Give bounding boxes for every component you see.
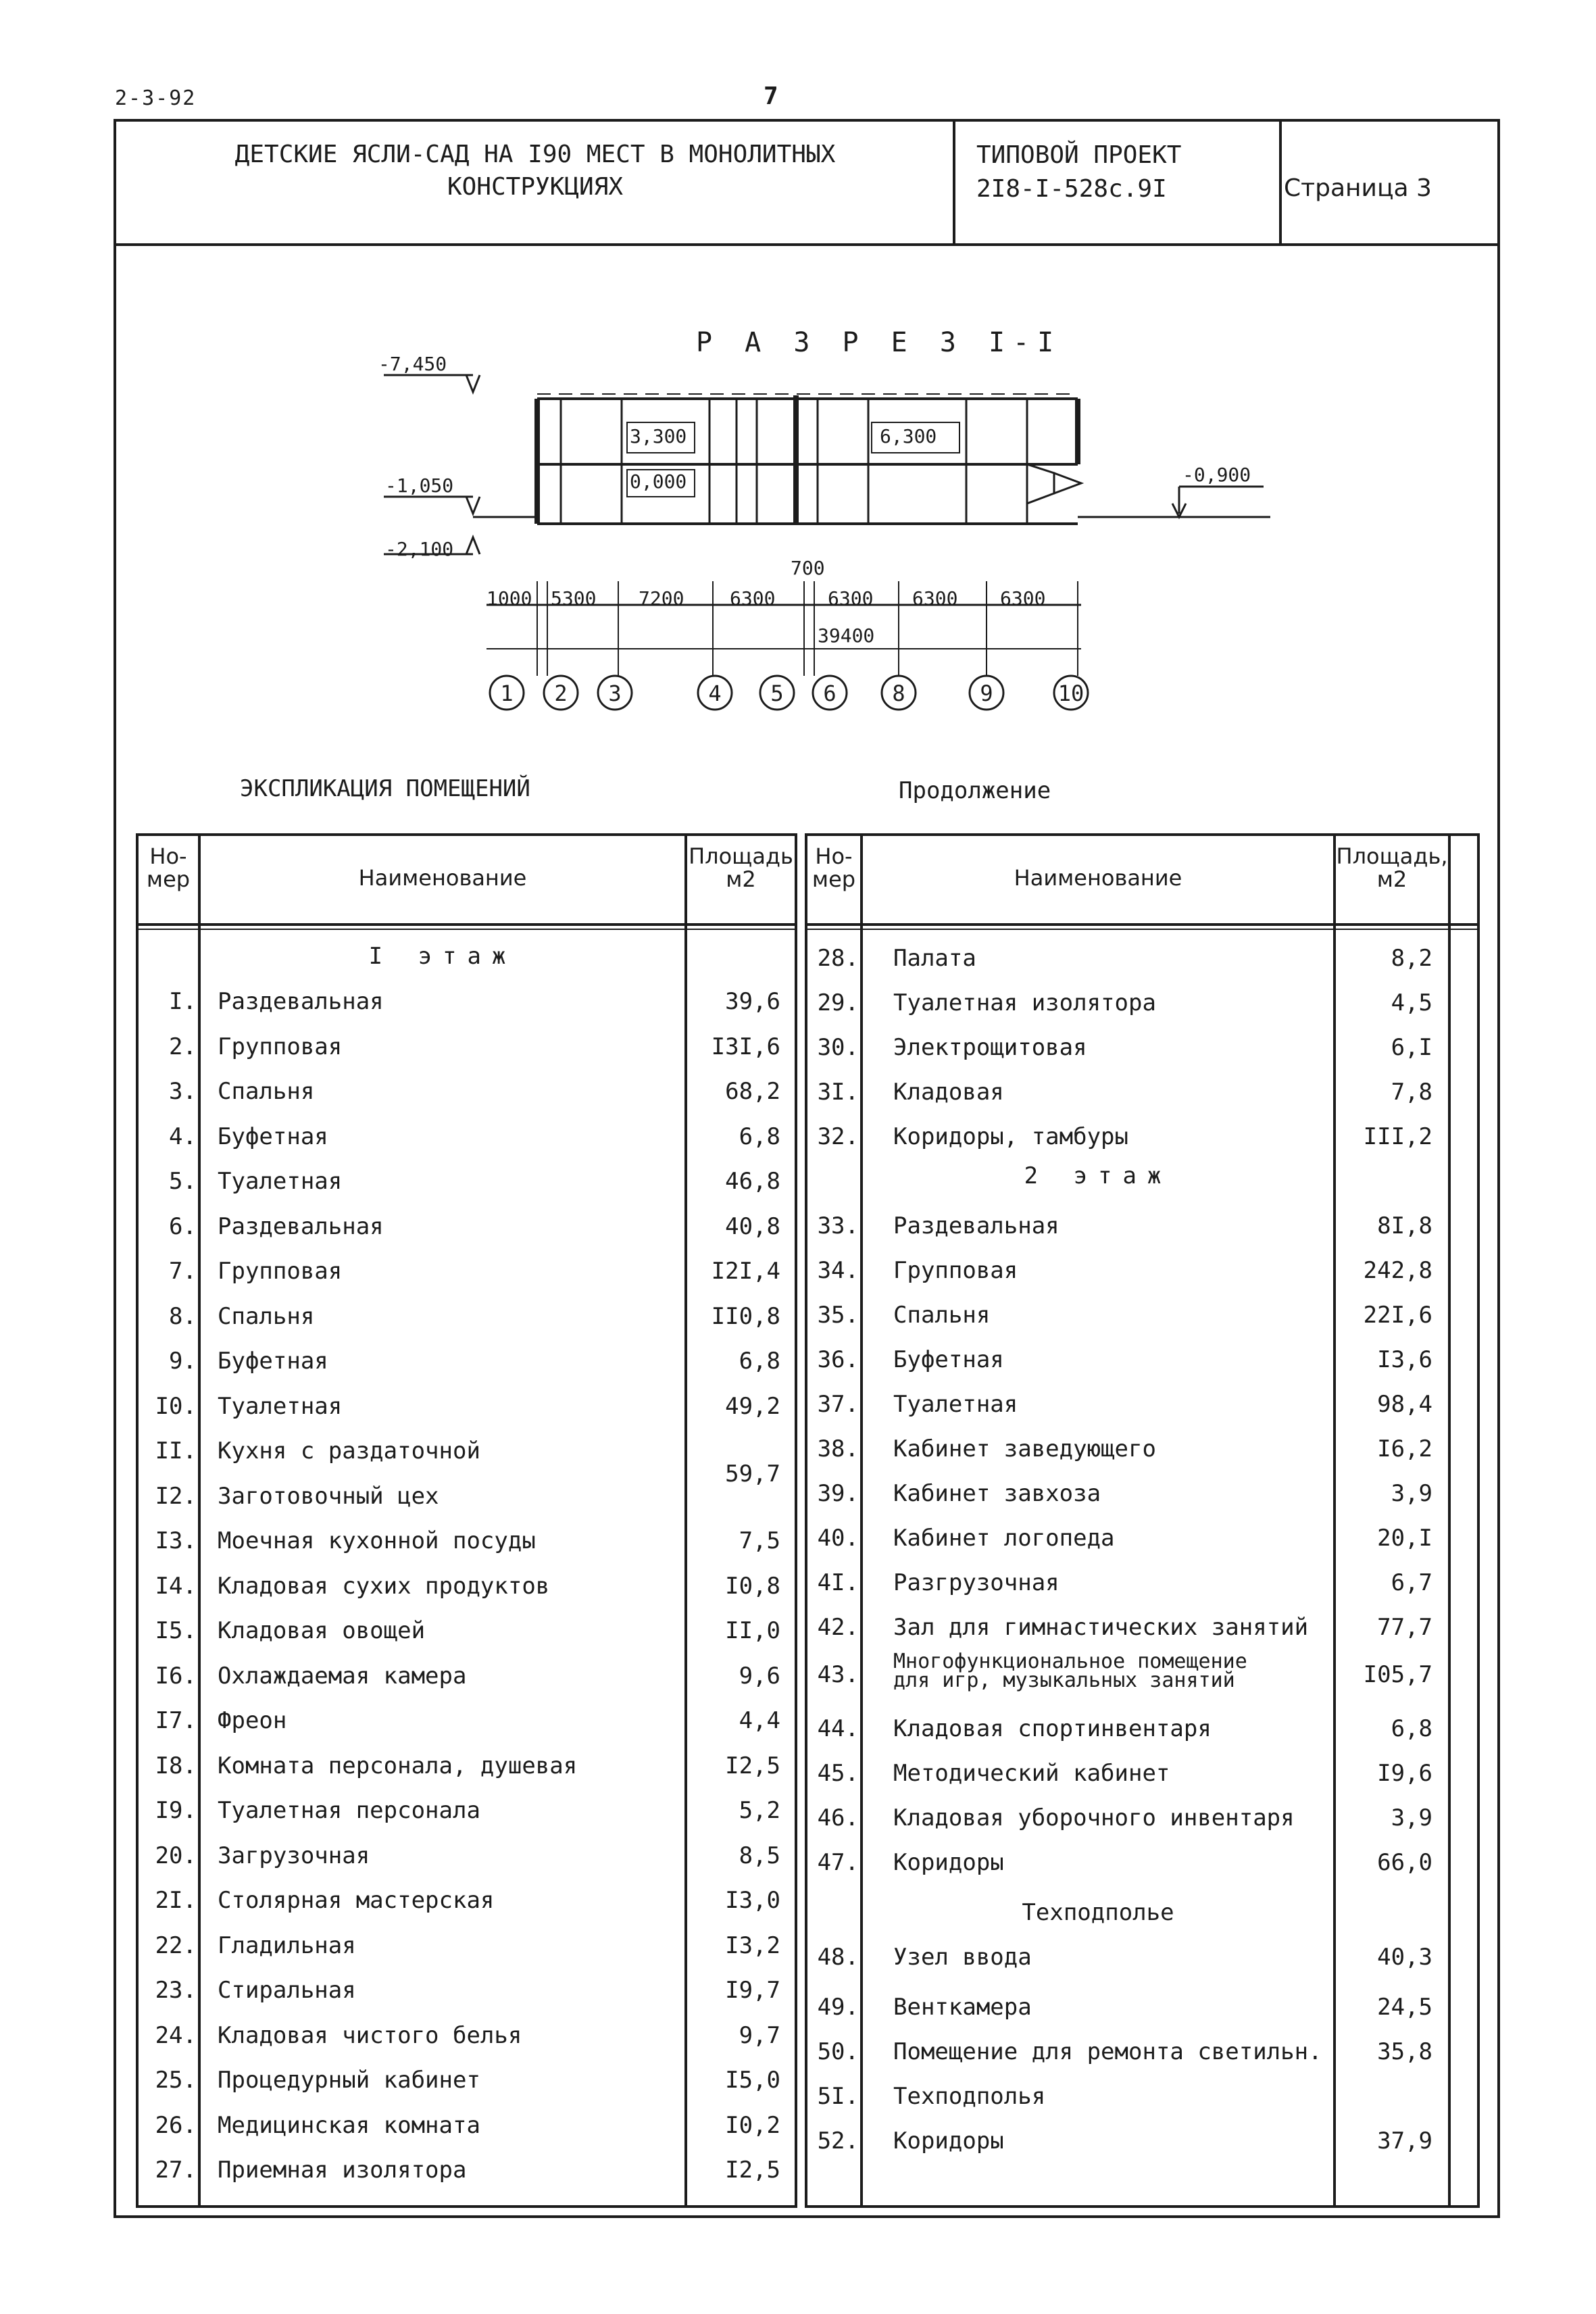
axis-label: 10 bbox=[1057, 681, 1084, 706]
elevation-2100: -2,100 bbox=[385, 538, 454, 560]
room-name: Коридоры, тамбуры bbox=[893, 1123, 1128, 1150]
dim-6300-d: 6300 bbox=[1000, 587, 1046, 610]
room-name: для игр, музыкальных занятий bbox=[893, 1669, 1235, 1692]
project-block: ТИПОВОЙ ПРОЕКТ 2I8-I-528с.9I bbox=[976, 141, 1182, 203]
row-number: 43. bbox=[817, 1661, 859, 1688]
room-name: Многофункциональное помещение bbox=[893, 1650, 1247, 1673]
row-number: 38. bbox=[817, 1435, 859, 1462]
room-area: I9,6 bbox=[1377, 1760, 1432, 1787]
room-area: 9,6 bbox=[739, 1662, 780, 1690]
row-number: 39. bbox=[817, 1480, 859, 1507]
room-area: 6,I bbox=[1391, 1034, 1432, 1061]
room-name: Туалетная персонала bbox=[218, 1797, 480, 1824]
room-area: III,2 bbox=[1363, 1123, 1432, 1150]
room-name: Гладильная bbox=[218, 1931, 356, 1959]
room-area: 6,8 bbox=[739, 1123, 780, 1150]
room-area: I3,6 bbox=[1377, 1346, 1432, 1373]
row-number: 2I. bbox=[155, 1887, 197, 1914]
document-code: 2-3-92 bbox=[115, 87, 197, 110]
row-number: 37. bbox=[817, 1391, 859, 1418]
room-area: 4,5 bbox=[1391, 989, 1432, 1016]
room-area: 242,8 bbox=[1363, 1257, 1432, 1284]
room-area: I2,5 bbox=[725, 2157, 780, 2184]
elevation-0000: 0,000 bbox=[630, 470, 687, 493]
row-number: 4. bbox=[169, 1123, 197, 1150]
room-name: Комната персонала, душевая bbox=[218, 1752, 578, 1779]
room-name: Групповая bbox=[218, 1258, 343, 1285]
row-number: 49. bbox=[817, 1994, 859, 2021]
room-name: Узел ввода bbox=[893, 1944, 1032, 1971]
row-number: 20. bbox=[155, 1842, 197, 1869]
row-number: 46. bbox=[817, 1804, 859, 1831]
row-number: 30. bbox=[817, 1034, 859, 1061]
room-area: 35,8 bbox=[1377, 2038, 1432, 2065]
techpod-label: Техподполье bbox=[1022, 1899, 1174, 1926]
room-name: Буфетная bbox=[893, 1346, 1004, 1373]
row-number: I8. bbox=[155, 1752, 197, 1779]
room-name: Помещение для ремонта светильн. bbox=[893, 2038, 1322, 2065]
room-area: I0,2 bbox=[725, 2111, 780, 2139]
row-number: 3. bbox=[169, 1078, 197, 1105]
row-number: I5. bbox=[155, 1617, 197, 1644]
room-name: Туалетная bbox=[218, 1168, 343, 1195]
row-number: I2. bbox=[155, 1482, 197, 1510]
row-number: 5I. bbox=[817, 2083, 859, 2110]
room-name: Групповая bbox=[218, 1033, 343, 1060]
axis-label: 1 bbox=[500, 681, 514, 706]
room-name: Методический кабинет bbox=[893, 1760, 1170, 1787]
room-name: Спальня bbox=[893, 1302, 991, 1329]
row-number: I0. bbox=[155, 1392, 197, 1420]
room-area: 98,4 bbox=[1377, 1391, 1432, 1418]
row-number: 50. bbox=[817, 2038, 859, 2065]
room-name: Туалетная изолятора bbox=[893, 989, 1156, 1016]
room-area: I3,2 bbox=[725, 1931, 780, 1959]
room-name: Палата bbox=[893, 945, 976, 972]
row-number: II. bbox=[155, 1437, 197, 1464]
room-area: 8I,8 bbox=[1377, 1212, 1432, 1239]
axis-label: 6 bbox=[823, 681, 837, 706]
room-name: Буфетная bbox=[218, 1348, 328, 1375]
col-header-area: Площадь м2 bbox=[689, 843, 793, 892]
room-name: Кабинет завхоза bbox=[893, 1480, 1101, 1507]
room-name: Коридоры bbox=[893, 1849, 1004, 1876]
room-area: 9,7 bbox=[739, 2021, 780, 2049]
room-name: Кухня с раздаточной bbox=[218, 1437, 480, 1464]
row-number: 24. bbox=[155, 2021, 197, 2049]
axis-label: 8 bbox=[892, 681, 905, 706]
row-number: 34. bbox=[817, 1257, 859, 1284]
row-number: 22. bbox=[155, 1931, 197, 1959]
axis-label: 9 bbox=[980, 681, 993, 706]
room-area: 40,8 bbox=[725, 1212, 780, 1240]
row-number: 5. bbox=[169, 1168, 197, 1195]
room-area: I3I,6 bbox=[711, 1033, 780, 1060]
room-name: Спальня bbox=[218, 1302, 315, 1330]
row-number: 25. bbox=[155, 2067, 197, 2094]
col-header-name: Наименование bbox=[358, 865, 527, 891]
room-area: 7,5 bbox=[739, 1527, 780, 1554]
axis-label: 2 bbox=[554, 681, 568, 706]
room-name: Коридоры bbox=[893, 2127, 1004, 2155]
dim-7200: 7200 bbox=[639, 587, 684, 610]
section-title: Р А З Р Е З I-I bbox=[696, 327, 1062, 358]
room-area: 7,8 bbox=[1391, 1079, 1432, 1106]
row-number: 27. bbox=[155, 2157, 197, 2184]
room-name: Раздевальная bbox=[218, 988, 384, 1015]
elevation-3300: 3,300 bbox=[630, 425, 687, 447]
room-area: I5,0 bbox=[725, 2067, 780, 2094]
room-area: I6,2 bbox=[1377, 1435, 1432, 1462]
room-name: Раздевальная bbox=[218, 1212, 384, 1240]
col-header-name: Наименование bbox=[1014, 865, 1182, 891]
room-name: Заготовочный цех bbox=[218, 1482, 439, 1510]
room-name: Кладовая чистого белья bbox=[218, 2021, 522, 2049]
room-name: Техподполья bbox=[893, 2083, 1046, 2110]
row-number: 26. bbox=[155, 2111, 197, 2139]
axis-label: 3 bbox=[608, 681, 622, 706]
row-number: I6. bbox=[155, 1662, 197, 1690]
row-number: 44. bbox=[817, 1715, 859, 1742]
room-area: 49,2 bbox=[725, 1392, 780, 1420]
room-area: 24,5 bbox=[1377, 1994, 1432, 2021]
dim-700: 700 bbox=[791, 557, 825, 579]
room-name: Буфетная bbox=[218, 1123, 328, 1150]
room-name: Раздевальная bbox=[893, 1212, 1059, 1239]
room-name: Кладовая сухих продуктов bbox=[218, 1572, 550, 1600]
row-number: 8. bbox=[169, 1302, 197, 1330]
room-name: Процедурный кабинет bbox=[218, 2067, 480, 2094]
room-area: 22I,6 bbox=[1363, 1302, 1432, 1329]
elevation-1050: -1,050 bbox=[385, 474, 454, 497]
room-area: II,0 bbox=[725, 1617, 780, 1644]
dim-1000: 1000 bbox=[487, 587, 532, 610]
dim-6300-c: 6300 bbox=[912, 587, 958, 610]
room-area: I0,8 bbox=[725, 1572, 780, 1600]
room-name: Кладовая овощей bbox=[218, 1617, 426, 1644]
room-name: Зал для гимнастических занятий bbox=[893, 1614, 1309, 1641]
explication-continuation: Продолжение bbox=[899, 777, 1051, 804]
page-number: 7 bbox=[764, 82, 778, 110]
row-number: 6. bbox=[169, 1212, 197, 1240]
row-number: 29. bbox=[817, 989, 859, 1016]
room-name: Электрощитовая bbox=[893, 1034, 1087, 1061]
room-area: 3,9 bbox=[1391, 1804, 1432, 1831]
room-name: Приемная изолятора bbox=[218, 2157, 467, 2184]
row-number: 52. bbox=[817, 2127, 859, 2155]
room-area: I3,0 bbox=[725, 1887, 780, 1914]
room-name: Кладовая уборочного инвентаря bbox=[893, 1804, 1295, 1831]
room-area: 40,3 bbox=[1377, 1944, 1432, 1971]
room-area: I2I,4 bbox=[711, 1258, 780, 1285]
room-name: Венткамера bbox=[893, 1994, 1032, 2021]
axis-label: 5 bbox=[770, 681, 784, 706]
col-header-number: Но- мер bbox=[812, 843, 856, 892]
room-name: Туалетная bbox=[893, 1391, 1018, 1418]
room-area: 3,9 bbox=[1391, 1480, 1432, 1507]
row-number: I. bbox=[169, 988, 197, 1015]
room-area: 46,8 bbox=[725, 1168, 780, 1195]
elevation-6300: 6,300 bbox=[880, 425, 937, 447]
row-number: 28. bbox=[817, 945, 859, 972]
row-number: I7. bbox=[155, 1707, 197, 1734]
row-number: 32. bbox=[817, 1123, 859, 1150]
row-number: I3. bbox=[155, 1527, 197, 1554]
row-number: 3I. bbox=[817, 1079, 859, 1106]
room-area: II0,8 bbox=[711, 1302, 780, 1330]
room-area: 6,8 bbox=[739, 1348, 780, 1375]
room-name: Кладовая bbox=[893, 1079, 1004, 1106]
row-number: 48. bbox=[817, 1944, 859, 1971]
room-area: I9,7 bbox=[725, 1977, 780, 2004]
floor-label-2: 2 этаж bbox=[1024, 1162, 1172, 1189]
room-area: 66,0 bbox=[1377, 1849, 1432, 1876]
row-number: 42. bbox=[817, 1614, 859, 1641]
room-area: 59,7 bbox=[725, 1460, 780, 1487]
room-area: 20,I bbox=[1377, 1525, 1432, 1552]
sheet-label: Страница 3 bbox=[1284, 174, 1432, 202]
row-number: 23. bbox=[155, 1977, 197, 2004]
dim-6300-b: 6300 bbox=[828, 587, 874, 610]
row-number: I4. bbox=[155, 1572, 197, 1600]
row-number: 7. bbox=[169, 1258, 197, 1285]
dim-5300: 5300 bbox=[551, 587, 597, 610]
room-area: 39,6 bbox=[725, 988, 780, 1015]
room-name: Загрузочная bbox=[218, 1842, 370, 1869]
dim-6300-a: 6300 bbox=[730, 587, 776, 610]
room-area: 8,5 bbox=[739, 1842, 780, 1869]
room-name: Разгрузочная bbox=[893, 1569, 1059, 1596]
room-name: Туалетная bbox=[218, 1392, 343, 1420]
col-header-number: Но- мер bbox=[146, 843, 191, 892]
room-name: Кладовая спортинвентаря bbox=[893, 1715, 1212, 1742]
room-name: Столярная мастерская bbox=[218, 1887, 495, 1914]
floor-label-1: I этаж bbox=[368, 943, 517, 970]
col-header-area: Площадь, м2 bbox=[1336, 843, 1448, 892]
room-area: 4,4 bbox=[739, 1707, 780, 1734]
room-name: Групповая bbox=[893, 1257, 1018, 1284]
room-name: Кабинет заведующего bbox=[893, 1435, 1156, 1462]
row-number: 40. bbox=[817, 1525, 859, 1552]
elevation-top: -7,450 bbox=[378, 353, 447, 375]
explication-title: ЭКСПЛИКАЦИЯ ПОМЕЩЕНИЙ bbox=[240, 775, 530, 802]
room-name: Моечная кухонной посуды bbox=[218, 1527, 536, 1554]
room-area: 37,9 bbox=[1377, 2127, 1432, 2155]
room-area: 68,2 bbox=[725, 1078, 780, 1105]
row-number: 9. bbox=[169, 1348, 197, 1375]
room-name: Медицинская комната bbox=[218, 2111, 480, 2139]
room-area: 5,2 bbox=[739, 1797, 780, 1824]
row-number: 2. bbox=[169, 1033, 197, 1060]
dim-total: 39400 bbox=[818, 624, 875, 647]
room-name: Фреон bbox=[218, 1707, 287, 1734]
room-name: Стиральная bbox=[218, 1977, 356, 2004]
room-area: 6,8 bbox=[1391, 1715, 1432, 1742]
row-number: 35. bbox=[817, 1302, 859, 1329]
room-area: 77,7 bbox=[1377, 1614, 1432, 1641]
room-area: 6,7 bbox=[1391, 1569, 1432, 1596]
room-name: Охлаждаемая камера bbox=[218, 1662, 467, 1690]
room-name: Спальня bbox=[218, 1078, 315, 1105]
room-area: I2,5 bbox=[725, 1752, 780, 1779]
row-number: I9. bbox=[155, 1797, 197, 1824]
elevation-0900: -0,900 bbox=[1182, 464, 1251, 486]
row-number: 36. bbox=[817, 1346, 859, 1373]
room-area: I05,7 bbox=[1363, 1661, 1432, 1688]
row-number: 47. bbox=[817, 1849, 859, 1876]
document-title: ДЕТСКИЕ ЯСЛИ-САД НА I90 МЕСТ В МОНОЛИТНЫХ КОНСТРУКЦИЯХ bbox=[234, 141, 836, 201]
row-number: 45. bbox=[817, 1760, 859, 1787]
row-number: 33. bbox=[817, 1212, 859, 1239]
row-number: 4I. bbox=[817, 1569, 859, 1596]
axis-label: 4 bbox=[708, 681, 722, 706]
room-name: Кабинет логопеда bbox=[893, 1525, 1115, 1552]
room-area: 8,2 bbox=[1391, 945, 1432, 972]
